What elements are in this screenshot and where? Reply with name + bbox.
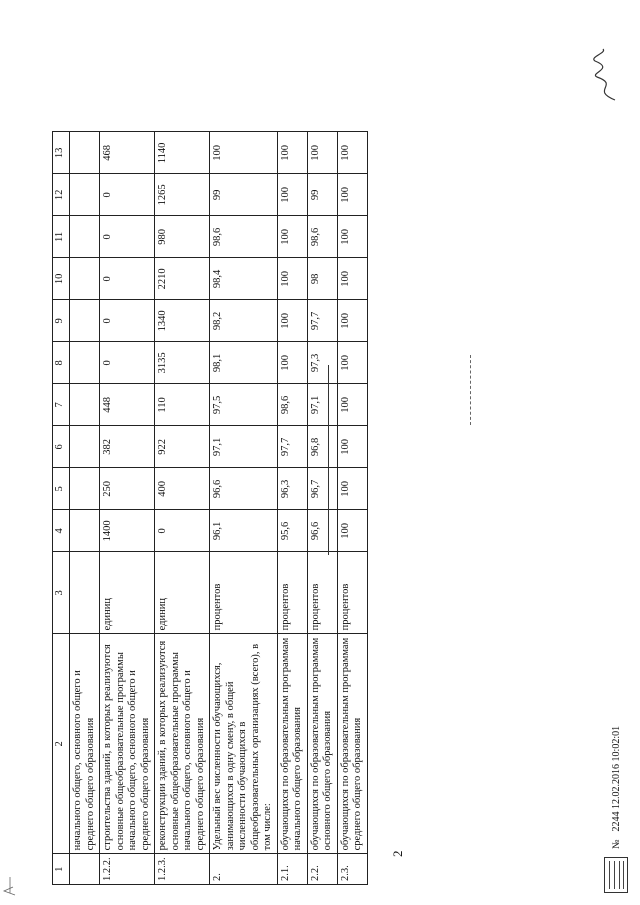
value-cell: 100 bbox=[337, 132, 367, 174]
column-header: 4 bbox=[53, 510, 70, 552]
value-cell: 99 bbox=[307, 174, 337, 216]
value-cell: 100 bbox=[277, 174, 307, 216]
value-cell: 96,3 bbox=[277, 468, 307, 510]
value-cell: 96,8 bbox=[307, 426, 337, 468]
row-unit: процентов bbox=[337, 552, 367, 634]
column-header: 10 bbox=[53, 258, 70, 300]
column-header: 6 bbox=[53, 426, 70, 468]
row-number: 2.2. bbox=[307, 854, 337, 885]
row-number: 2.1. bbox=[277, 854, 307, 885]
value-cell: 96,7 bbox=[307, 468, 337, 510]
column-header: 1 bbox=[53, 854, 70, 885]
value-cell: 100 bbox=[337, 384, 367, 426]
row-unit: процентов bbox=[277, 552, 307, 634]
value-cell: 1340 bbox=[155, 300, 210, 342]
table-row bbox=[277, 132, 307, 885]
row-number: 1.2.3. bbox=[155, 854, 210, 885]
value-cell: 1140 bbox=[155, 132, 210, 174]
value-cell: 97,5 bbox=[210, 384, 278, 426]
column-header: 8 bbox=[53, 342, 70, 384]
separator-line bbox=[328, 365, 329, 555]
value-cell: 100 bbox=[337, 258, 367, 300]
value-cell bbox=[70, 468, 100, 510]
value-cell: 250 bbox=[100, 468, 155, 510]
value-cell: 98,2 bbox=[210, 300, 278, 342]
value-cell: 2210 bbox=[155, 258, 210, 300]
value-cell: 100 bbox=[337, 174, 367, 216]
value-cell: 100 bbox=[277, 258, 307, 300]
value-cell: 97,7 bbox=[277, 426, 307, 468]
value-cell: 0 bbox=[100, 300, 155, 342]
row-description: обучающихся по образовательным программам основного общего образования bbox=[307, 634, 337, 854]
value-cell: 0 bbox=[100, 258, 155, 300]
value-cell: 97,1 bbox=[307, 384, 337, 426]
row-unit: единиц bbox=[155, 552, 210, 634]
row-unit: процентов bbox=[307, 552, 337, 634]
table-row bbox=[210, 132, 278, 885]
row-number: 2. bbox=[210, 854, 278, 885]
table-row bbox=[70, 132, 100, 885]
column-header: 13 bbox=[53, 132, 70, 174]
column-header: 7 bbox=[53, 384, 70, 426]
header-row bbox=[53, 132, 70, 885]
value-cell: 98,6 bbox=[210, 216, 278, 258]
indicators-table bbox=[52, 131, 368, 885]
value-cell: 980 bbox=[155, 216, 210, 258]
value-cell: 96,6 bbox=[307, 510, 337, 552]
signature bbox=[585, 45, 630, 105]
page-number: 2 bbox=[390, 850, 405, 857]
value-cell: 100 bbox=[337, 510, 367, 552]
value-cell: 100 bbox=[337, 342, 367, 384]
footer bbox=[604, 726, 628, 893]
value-cell: 0 bbox=[100, 174, 155, 216]
column-header: 12 bbox=[53, 174, 70, 216]
value-cell bbox=[70, 258, 100, 300]
value-cell: 100 bbox=[307, 132, 337, 174]
value-cell: 1265 bbox=[155, 174, 210, 216]
value-cell: 97,3 bbox=[307, 342, 337, 384]
value-cell: 468 bbox=[100, 132, 155, 174]
value-cell bbox=[70, 426, 100, 468]
value-cell: 100 bbox=[337, 426, 367, 468]
value-cell: 448 bbox=[100, 384, 155, 426]
row-unit: процентов bbox=[210, 552, 278, 634]
row-description: начального общего, основного общего и среднего общего образования bbox=[70, 634, 100, 854]
column-header: 11 bbox=[53, 216, 70, 258]
value-cell bbox=[70, 510, 100, 552]
value-cell bbox=[70, 216, 100, 258]
value-cell: 97,1 bbox=[210, 426, 278, 468]
row-number: 1.2.2. bbox=[100, 854, 155, 885]
row-description: обучающихся по образовательным программам среднего общего образования bbox=[337, 634, 367, 854]
column-header: 9 bbox=[53, 300, 70, 342]
table-row bbox=[307, 132, 337, 885]
row-unit bbox=[70, 552, 100, 634]
value-cell bbox=[70, 342, 100, 384]
value-cell: 100 bbox=[277, 132, 307, 174]
column-header: 3 bbox=[53, 552, 70, 634]
value-cell: 99 bbox=[210, 174, 278, 216]
row-description: обучающихся по образовательным программам начального общего образования bbox=[277, 634, 307, 854]
value-cell: 96,6 bbox=[210, 468, 278, 510]
value-cell: 0 bbox=[100, 342, 155, 384]
value-cell: 100 bbox=[277, 342, 307, 384]
barcode-stamp bbox=[604, 857, 628, 893]
value-cell: 100 bbox=[337, 216, 367, 258]
doc-info: 2244 12.02.2016 10:02:01 bbox=[610, 725, 622, 832]
value-cell: 0 bbox=[100, 216, 155, 258]
row-description: реконструкции зданий, в которых реализуются основные общеобразовательные программы начального общего, основного общего и среднего общего образования bbox=[155, 634, 210, 854]
value-cell: 922 bbox=[155, 426, 210, 468]
value-cell: 100 bbox=[277, 300, 307, 342]
dashed-line bbox=[470, 355, 471, 425]
row-description: строительства зданий, в которых реализуются основные общеобразовательные программы начального общего, основного общего и среднего общего образования bbox=[100, 634, 155, 854]
value-cell bbox=[70, 132, 100, 174]
number-sign: № bbox=[610, 839, 622, 849]
value-cell: 0 bbox=[155, 510, 210, 552]
value-cell bbox=[70, 174, 100, 216]
column-header: 2 bbox=[53, 634, 70, 854]
corner-mark bbox=[1, 867, 24, 897]
column-header: 5 bbox=[53, 468, 70, 510]
value-cell: 100 bbox=[337, 300, 367, 342]
value-cell: 110 bbox=[155, 384, 210, 426]
table-row bbox=[155, 132, 210, 885]
value-cell: 97,7 bbox=[307, 300, 337, 342]
value-cell: 3135 bbox=[155, 342, 210, 384]
value-cell: 96,1 bbox=[210, 510, 278, 552]
value-cell: 98,1 bbox=[210, 342, 278, 384]
value-cell bbox=[70, 384, 100, 426]
value-cell: 98 bbox=[307, 258, 337, 300]
value-cell bbox=[70, 300, 100, 342]
value-cell: 95,6 bbox=[277, 510, 307, 552]
value-cell: 100 bbox=[210, 132, 278, 174]
table-row bbox=[100, 132, 155, 885]
row-unit: единиц bbox=[100, 552, 155, 634]
value-cell: 100 bbox=[277, 216, 307, 258]
row-number bbox=[70, 854, 100, 885]
value-cell: 1400 bbox=[100, 510, 155, 552]
row-number: 2.3. bbox=[337, 854, 367, 885]
value-cell: 98,6 bbox=[277, 384, 307, 426]
row-description: Удельный вес численности обучающихся, занимающихся в одну смену, в общей численности обучающихся в общеобразовательных организациях (всего), в том числе: bbox=[210, 634, 278, 854]
value-cell: 100 bbox=[337, 468, 367, 510]
value-cell: 400 bbox=[155, 468, 210, 510]
value-cell: 98,6 bbox=[307, 216, 337, 258]
value-cell: 382 bbox=[100, 426, 155, 468]
value-cell: 98,4 bbox=[210, 258, 278, 300]
table-row bbox=[337, 132, 367, 885]
